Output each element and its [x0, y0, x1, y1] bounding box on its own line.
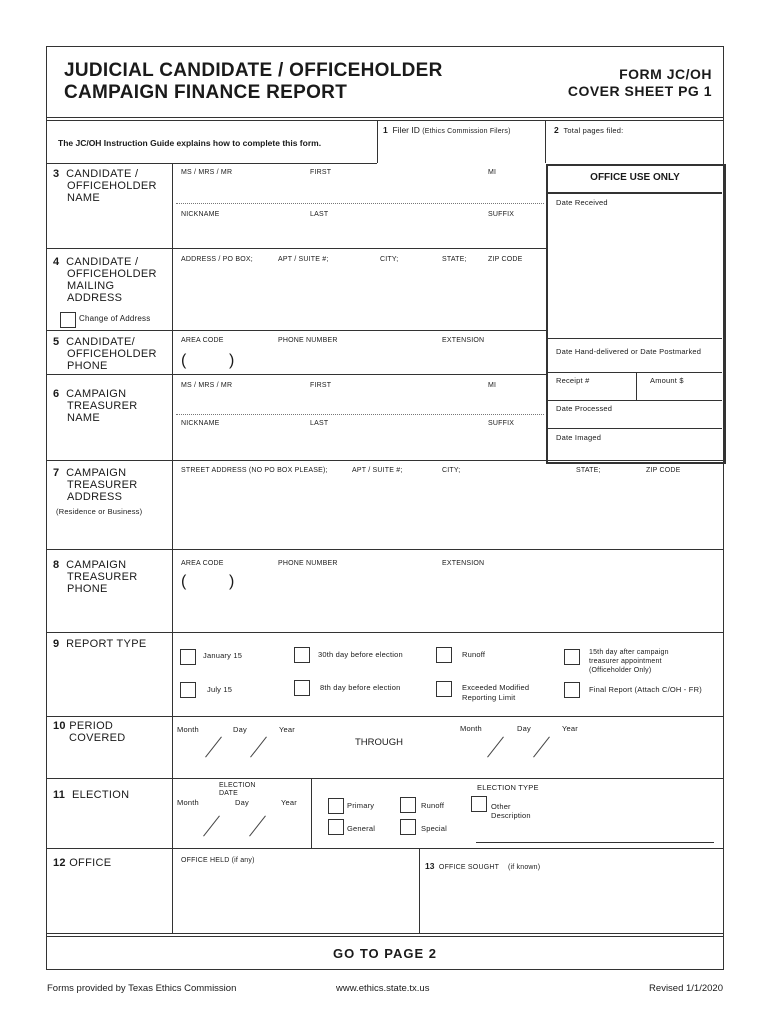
office-use-title: OFFICE USE ONLY: [590, 172, 680, 183]
sec6-suffix-label: SUFFIX: [488, 420, 515, 427]
sec7-street-label: STREET ADDRESS (NO PO BOX PLEASE);: [181, 467, 328, 474]
period-from-month-label: Month: [177, 725, 199, 734]
go-to-page-2: GO TO PAGE 2: [333, 946, 437, 961]
sec8-phone-input[interactable]: [186, 573, 716, 595]
date-received: Date Received: [556, 198, 608, 207]
sec3-name-input[interactable]: [175, 180, 543, 202]
sec7-city-label: CITY;: [442, 467, 461, 474]
report-jan15-checkbox[interactable]: [180, 649, 196, 665]
period-to-year-label: Year: [562, 724, 578, 733]
election-year-label: Year: [281, 798, 297, 807]
election-special-label: Special: [421, 824, 447, 833]
sec6-mi-label: MI: [488, 382, 497, 389]
period-to-input[interactable]: [462, 735, 592, 761]
sec4-zip-label: ZIP CODE: [488, 256, 523, 263]
sec8-phone-label: PHONE NUMBER: [278, 560, 338, 567]
election-date-label: ELECTION DATE: [219, 782, 256, 797]
title-line2: CAMPAIGN FINANCE REPORT: [64, 82, 348, 103]
filer-id-num: 1: [383, 125, 388, 135]
sec5-phone-label: PHONE NUMBER: [278, 337, 338, 344]
sec4-state-label: STATE;: [442, 256, 467, 263]
report-jul15-label: July 15: [207, 685, 233, 694]
change-of-address-checkbox[interactable]: [60, 312, 76, 328]
period-from-input[interactable]: [180, 735, 310, 761]
footer-left: Forms provided by Texas Ethics Commission: [47, 983, 237, 994]
report-runoff-checkbox[interactable]: [436, 647, 452, 663]
sec6-last-label: LAST: [310, 420, 329, 427]
total-pages-label: Total pages filed:: [563, 126, 624, 135]
sec7-apt-label: APT / SUITE #;: [352, 467, 403, 474]
sec8-ext-label: EXTENSION: [442, 560, 485, 567]
election-general-checkbox[interactable]: [328, 819, 344, 835]
sec8-label: 8 CAMPAIGN TREASURER PHONE: [53, 559, 138, 595]
sec12-label: 12 OFFICE: [53, 857, 112, 869]
election-special-checkbox[interactable]: [400, 819, 416, 835]
sec5-ext-label: EXTENSION: [442, 337, 485, 344]
date-hand-delivered: Date Hand-delivered or Date Postmarked: [556, 347, 702, 356]
office-sought-input[interactable]: [424, 870, 718, 928]
sec4-label: 4 CANDIDATE / OFFICEHOLDER MAILING ADDRESS: [53, 256, 157, 304]
sec3-last-label: LAST: [310, 211, 329, 218]
sec3-suffix-label: SUFFIX: [488, 211, 515, 218]
report-exceeded-label: Exceeded Modified Reporting Limit: [462, 683, 530, 702]
date-imaged: Date Imaged: [556, 433, 602, 442]
form-title: [64, 60, 443, 104]
election-date-input[interactable]: [180, 812, 304, 838]
sec8-paren-close: ): [229, 573, 235, 590]
through-label: THROUGH: [355, 737, 404, 748]
election-runoff-label: Runoff: [421, 801, 445, 810]
report-30day-checkbox[interactable]: [294, 647, 310, 663]
sec6-first-label: FIRST: [310, 382, 332, 389]
change-of-address-label: Change of Address: [79, 314, 151, 323]
form-id-line2: COVER SHEET PG 1: [567, 83, 712, 99]
sec5-label: 5 CANDIDATE/ OFFICEHOLDER PHONE: [53, 336, 157, 372]
election-day-label: Day: [235, 798, 249, 807]
sec7-address-input[interactable]: [175, 480, 719, 546]
report-final-label: Final Report (Attach C/OH - FR): [589, 685, 702, 694]
sec9-label: 9 REPORT TYPE: [53, 638, 147, 650]
instructions-text: The JC/OH Instruction Guide explains how to complete this form.: [58, 138, 322, 148]
total-pages-num: 2: [554, 125, 559, 135]
sec7-residence-note: (Residence or Business): [56, 507, 143, 516]
office-use-box: [546, 164, 726, 464]
period-from-day-label: Day: [233, 725, 247, 734]
sec3-label: 3 CANDIDATE / OFFICEHOLDER NAME: [53, 168, 157, 204]
footer-center: www.ethics.state.tx.us: [336, 983, 430, 994]
sec4-apt-label: APT / SUITE #;: [278, 256, 329, 263]
period-from-year-label: Year: [279, 725, 295, 734]
election-type-label: ELECTION TYPE: [477, 783, 539, 792]
sec7-state-label: STATE;: [576, 467, 601, 474]
report-8day-label: 8th day before election: [320, 683, 401, 692]
sec4-address-input[interactable]: [175, 268, 543, 328]
receipt-number: Receipt #: [556, 376, 590, 385]
sec5-area-label: AREA CODE: [181, 337, 224, 344]
sec3-nickname-label: NICKNAME: [181, 211, 220, 218]
report-exceeded-checkbox[interactable]: [436, 681, 452, 697]
election-other-description-input[interactable]: [476, 826, 714, 842]
sec5-phone-input[interactable]: [186, 352, 540, 372]
sec8-area-label: AREA CODE: [181, 560, 224, 567]
sec6-nickname-label: NICKNAME: [181, 420, 220, 427]
report-30day-label: 30th day before election: [318, 650, 403, 659]
sec7-label: 7 CAMPAIGN TREASURER ADDRESS: [53, 467, 138, 503]
report-jan15-label: January 15: [203, 651, 243, 660]
election-general-label: General: [347, 824, 376, 833]
office-held-input[interactable]: [176, 870, 416, 928]
sec3-mi-label: MI: [488, 169, 497, 176]
election-other-checkbox[interactable]: [471, 796, 487, 812]
amount: Amount $: [650, 376, 684, 385]
sec6-ms-label: MS / MRS / MR: [181, 382, 233, 389]
report-15day-checkbox[interactable]: [564, 649, 580, 665]
election-primary-label: Primary: [347, 801, 375, 810]
sec7-zip-label: ZIP CODE: [646, 467, 681, 474]
report-8day-checkbox[interactable]: [294, 680, 310, 696]
sec5-paren-open: (: [181, 352, 187, 369]
report-final-checkbox[interactable]: [564, 682, 580, 698]
office-held-label: OFFICE HELD (if any): [181, 857, 255, 864]
filer-id-label: Filer ID: [392, 125, 420, 135]
sec4-city-label: CITY;: [380, 256, 399, 263]
election-primary-checkbox[interactable]: [328, 798, 344, 814]
sec3-ms-label: MS / MRS / MR: [181, 169, 233, 176]
period-to-month-label: Month: [460, 724, 482, 733]
sec4-address-label: ADDRESS / PO BOX;: [181, 256, 253, 263]
form-id-line1: FORM JC/OH: [619, 66, 712, 82]
report-runoff-label: Runoff: [462, 650, 486, 659]
filer-id-note: (Ethics Commission Filers): [422, 128, 511, 135]
sec10-label: 10 PERIOD COVERED: [53, 720, 126, 744]
footer-right: Revised 1/1/2020: [649, 983, 723, 994]
date-processed: Date Processed: [556, 404, 613, 413]
title-line1: JUDICIAL CANDIDATE / OFFICEHOLDER: [64, 60, 443, 81]
total-pages-field[interactable]: [554, 125, 623, 135]
sec3-first-label: FIRST: [310, 169, 332, 176]
sec6-label: 6 CAMPAIGN TREASURER NAME: [53, 388, 138, 424]
office-sought-label: 13 OFFICE SOUGHT (if known): [425, 861, 541, 871]
sec11-label: 11 ELECTION: [53, 789, 130, 801]
sec6-name-input[interactable]: [175, 392, 543, 412]
report-15day-label: 15th day after campaign treasurer appointment (Officeholder Only): [589, 649, 669, 674]
election-other-label: Other Description: [491, 802, 531, 820]
sec8-paren-open: (: [181, 573, 187, 590]
election-runoff-checkbox[interactable]: [400, 797, 416, 813]
report-jul15-checkbox[interactable]: [180, 682, 196, 698]
filer-id-field[interactable]: [383, 125, 511, 135]
form-id: [568, 66, 712, 100]
period-to-day-label: Day: [517, 724, 531, 733]
election-month-label: Month: [177, 798, 199, 807]
sec5-paren-close: ): [229, 352, 235, 369]
